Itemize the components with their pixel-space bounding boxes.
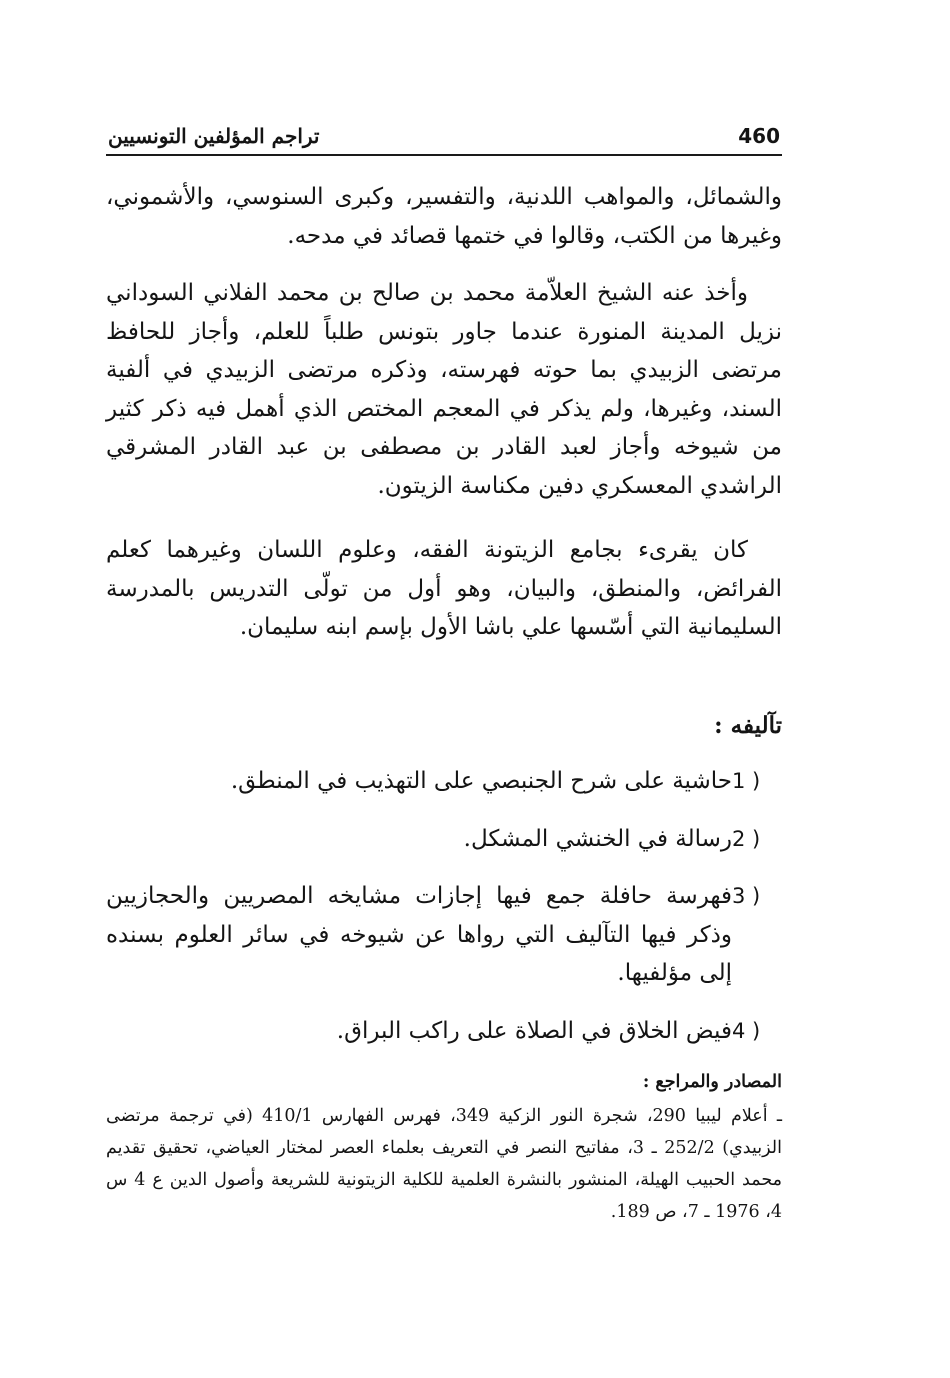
paragraph-text: والشمائل، والمواهب اللدنية، والتفسير، وكبرى السنوسي، والأشموني، وغيرها من الكتب، وقالوا في ختمها قصائد في مدحه. bbox=[106, 184, 782, 249]
body-paragraph-3 bbox=[106, 531, 782, 647]
item-number: 4 ) bbox=[732, 1018, 761, 1043]
body-paragraph-1 bbox=[106, 178, 782, 255]
running-header bbox=[106, 118, 782, 156]
references-section bbox=[106, 1066, 782, 1228]
page-number: 460 bbox=[738, 124, 780, 148]
item-text: فيض الخلاق في الصلاة على راكب البراق. bbox=[336, 1017, 732, 1044]
paragraph-text: وأخذ عنه الشيخ العلاّمة محمد بن صالح بن محمد الفلاني السوداني نزيل المدينة المنورة عندما جاور بتونس طلباً للعلم، وأجاز للحافظ مرتضى الزبيدي بما حوته فهرسته، وذكره مرتضى الزبيدي في ألفية السند، وغيرها، ولم يذكر في المعجم المختص الذي أهمل فيه ذكر كثير من شيوخه وأجاز لعبد القادر بن مصطفى بن عبد القادر المشرقي الراشدي المعسكري دفين مكناسة الزيتون. bbox=[106, 280, 782, 499]
list-item bbox=[106, 762, 782, 801]
item-number: 3 ) bbox=[732, 884, 761, 908]
works-heading: تآليفه : bbox=[714, 712, 782, 739]
item-text: حاشية على شرح الجنبصي على التهذيب في المنطق. bbox=[230, 768, 732, 794]
list-item bbox=[106, 820, 782, 859]
running-title: تراجم المؤلفين التونسيين bbox=[108, 124, 320, 148]
body-paragraph-2 bbox=[106, 274, 782, 505]
item-number: 1 ) bbox=[732, 769, 761, 793]
list-item bbox=[106, 877, 782, 993]
references-heading: المصادر والمراجع : bbox=[642, 1072, 782, 1092]
list-item bbox=[106, 1012, 782, 1051]
item-text: فهرسة حافلة جمع فيها إجازات مشايخه المصريين والحجازيين وذكر فيها التآليف التي رواها عن شيوخه في سائر العلوم بسنده إلى مؤلفيها. bbox=[106, 883, 732, 986]
item-text: رسالة في الخنشي المشكل. bbox=[463, 825, 732, 852]
references-text: ـ أعلام ليبيا 290، شجرة النور الزكية 349، فهرس الفهارس 410/1 (في ترجمة مرتضى الزبيدي) 252/2 ـ 3، مفاتيح النصر في التعريف بعلماء العصر لمختار العياضي، تحقيق تقديم محمد الحبيب الهيلة، المنشور بالنشرة العلمية للكلية الزيتونية للشريعة وأصول الدين ع 4 س 4، 1976 ـ 7، ص 189. bbox=[106, 1106, 782, 1222]
item-number: 2 ) bbox=[732, 826, 761, 851]
works-list bbox=[106, 762, 782, 1069]
paragraph-text: كان يقرىء بجامع الزيتونة الفقه، وعلوم اللسان وغيرهما كعلم الفرائض، والمنطق، والبيان، وهو أول من تولّى التدريس بالمدرسة السليمانية التي أسّسها علي باشا الأول بإسم ابنه سليمان. bbox=[106, 537, 782, 640]
